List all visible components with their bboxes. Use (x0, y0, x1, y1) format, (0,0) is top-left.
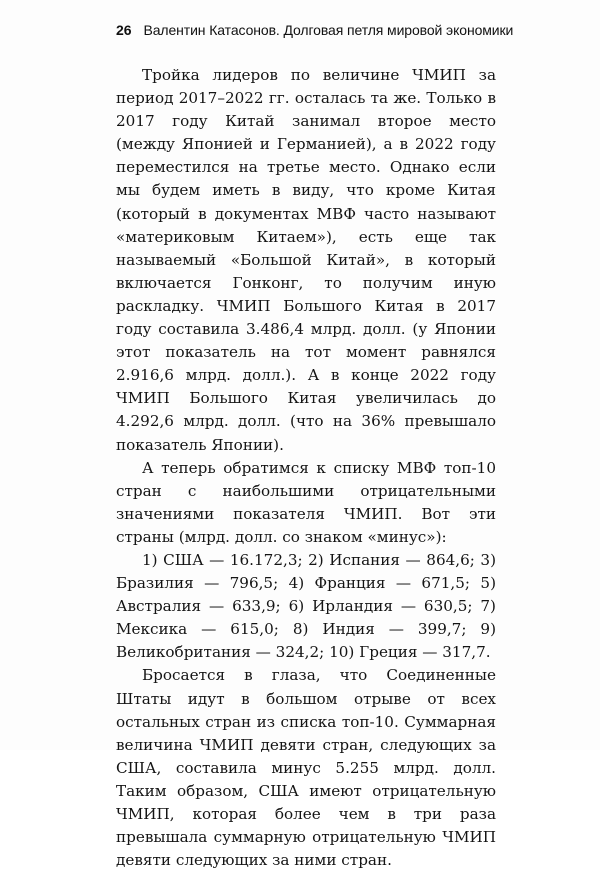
paragraph: А теперь обратимся к списку МВФ топ-10 стран с наибольшими отрицательными значениями показателя ЧМИП. Вот эти страны (млрд. долл. со знаком «минус»): (116, 458, 496, 546)
paragraph: 1) США — 16.172,3; 2) Испания — 864,6; 3) Бразилия — 796,5; 4) Франция — 671,5; 5) Австралия — 633,9; 6) Ирландия — 630,5; 7) Мексика — 615,0; 8) Индия — 399,7; 9) Великобритания — 324,2; 10) Греция — 317,7. (116, 550, 496, 662)
paragraph: Тройка лидеров по величине ЧМИП за период 2017–2022 гг. осталась та же. Только в 2017 году Китай занимал второе место (между Японией и Германией), а в 2022 году переместился на третье место. Однако если мы будем иметь в виду, что кроме Китая (который в документах МВФ часто называют «материковым Китаем»), есть еще так называемый «Большой Китай», в который включается Гонконг, то получим иную раскладку. ЧМИП Большого Китая в 2017 году составила 3.486,4 млрд. долл. (у Японии этот показатель на тот момент равнялся 2.916,6 млрд. долл.). А в конце 2022 году ЧМИП Большого Китая увеличилась до 4.292,6 млрд. долл. (что на 36% превышало показатель Японии). (116, 66, 496, 454)
paragraph: Бросается в глаза, что Соединенные Штаты идут в большом отрыве от всех остальных стран из списка топ-10. Суммарная величина ЧМИП девяти стран, следующих за США, составила минус 5.255 млрд. долл. Таким образом, США имеют отрицательную ЧМИП, которая более чем в три раза превышала суммарную отрицательную ЧМИП девяти следующих за ними стран. (116, 666, 496, 870)
body-text (116, 64, 496, 872)
running-title: Валентин Катасонов. Долговая петля мировой экономики (143, 22, 514, 38)
page-number: 26 (116, 22, 132, 38)
running-head (116, 22, 513, 38)
